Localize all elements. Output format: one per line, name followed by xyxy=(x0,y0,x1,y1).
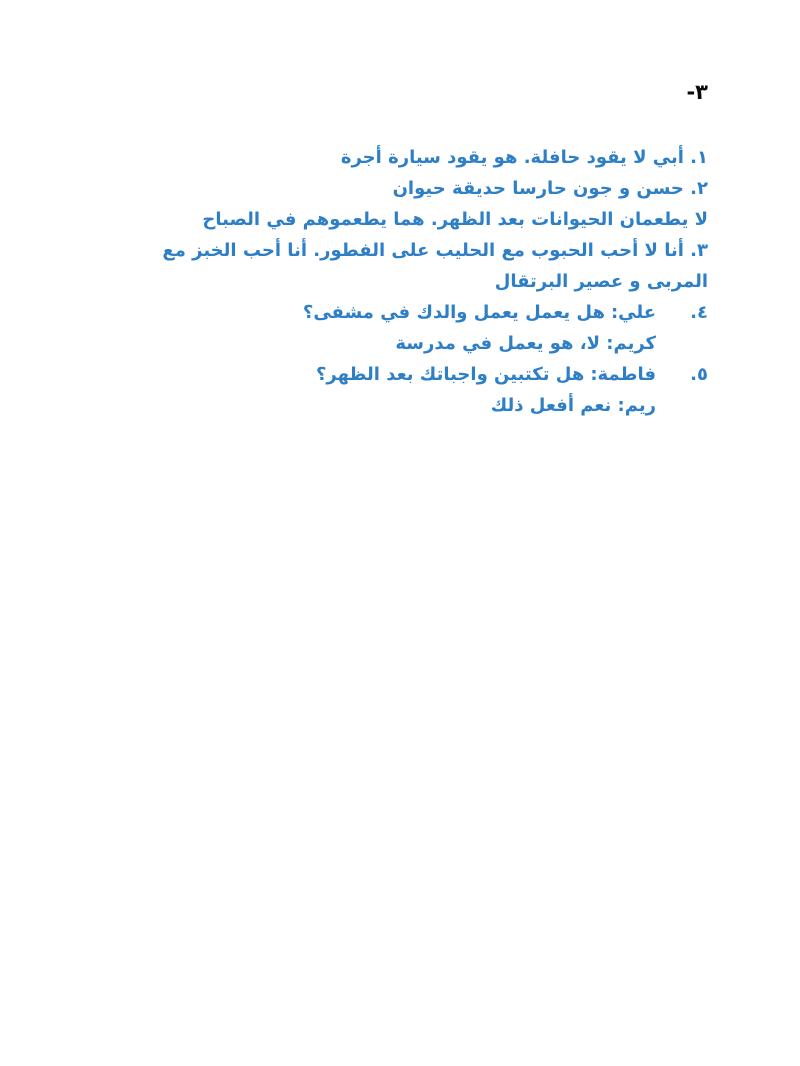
answer-5-speaker: فاطمة: xyxy=(590,364,656,385)
answer-1: ١. أبي لا يقود حافلة. هو يقود سيارة أجرة xyxy=(340,147,708,168)
answer-5-line-2 xyxy=(118,390,708,421)
answer-4-marker: ٤. xyxy=(690,302,708,323)
answer-4-line-2 xyxy=(118,328,708,359)
exercise-number: ٣- xyxy=(686,80,708,104)
answer-4-speaker: علي: xyxy=(610,302,656,323)
answer-4-question: هل يعمل يعمل والدك في مشفى؟ xyxy=(302,302,605,323)
answer-2-continuation: لا يطعمان الحيوانات بعد الظهر. هما يطعموهم في الصباح xyxy=(202,209,708,230)
answer-4-reply: كريم: لا، هو يعمل في مدرسة xyxy=(395,333,656,354)
answer-2: ٢. حسن و جون حارسا حديقة حيوان xyxy=(392,178,708,199)
answer-3: ٣. أنا لا أحب الحبوب مع الحليب على الفطور. أنا أحب الخبز مع المربى و عصير البرتقال xyxy=(162,240,708,292)
answer-5-reply: ريم: نعم أفعل ذلك xyxy=(490,395,656,416)
answers-block xyxy=(118,142,708,421)
answer-4-line-1 xyxy=(118,297,708,328)
answer-5-line-1 xyxy=(118,359,708,390)
answer-5-question: هل تكتبين واجباتك بعد الظهر؟ xyxy=(315,364,585,385)
answer-5-marker: ٥. xyxy=(690,364,708,385)
